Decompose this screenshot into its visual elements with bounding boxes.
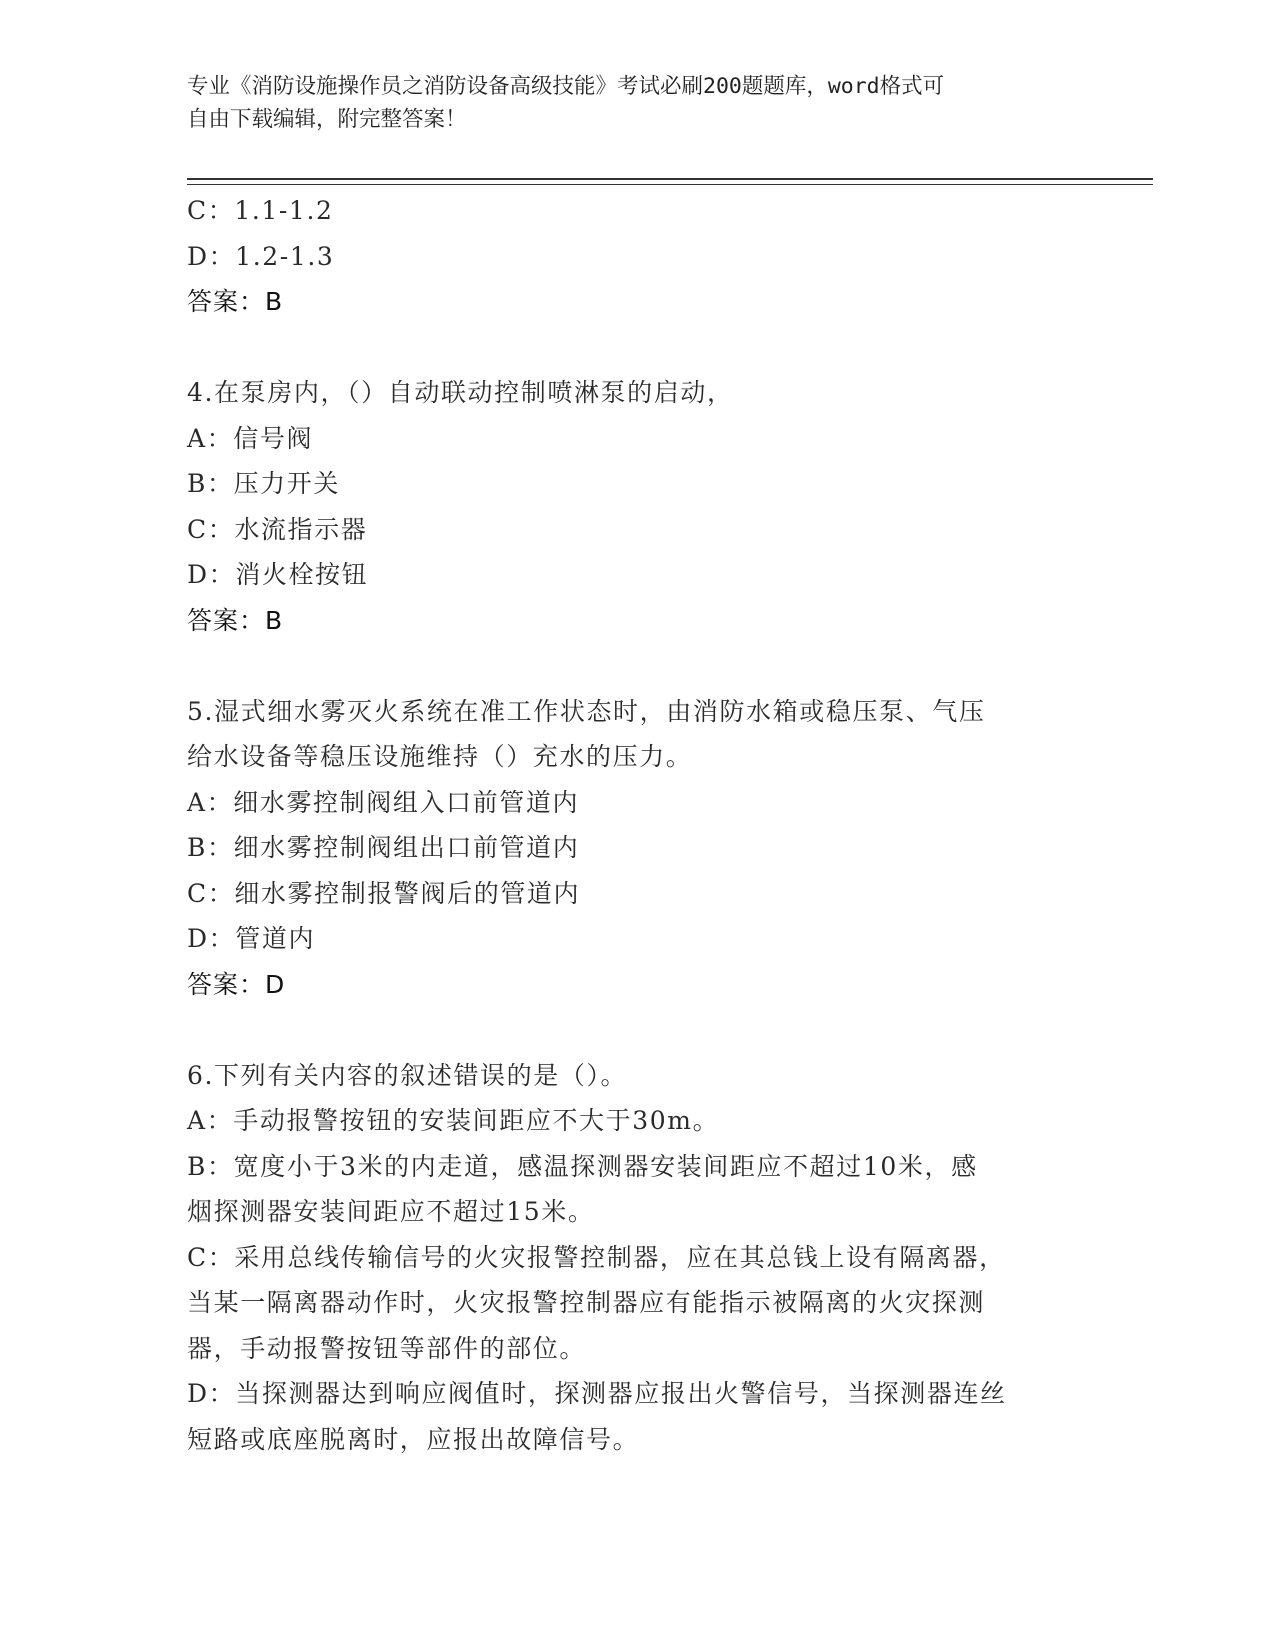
document-header: [187, 70, 1067, 136]
spacer: [187, 325, 1087, 371]
answer-label: 答案：D: [187, 969, 286, 999]
question-stem: 6.下列有关内容的叙述错误的是（）。: [187, 1060, 628, 1090]
option-d: D：管道内: [187, 924, 316, 953]
question-stem: 4.在泵房内，（）自动联动控制喷淋泵的启动，: [187, 378, 734, 407]
option-d-continued: 短路或底座脱离时，应报出故障信号。: [187, 1424, 640, 1454]
option-c-continued: 器，手动报警按钮等部件的部位。: [187, 1333, 587, 1363]
option-c: C：采用总线传输信号的火灾报警控制器，应在其总钱上设有隔离器，: [187, 1242, 1006, 1272]
question-stem: 5.湿式细水雾灭火系统在准工作状态时，由消防水箱或稳压泵、气压: [187, 696, 986, 726]
option-b: B：压力开关: [187, 469, 340, 498]
question-stem-continued: 给水设备等稳压设施维持（）充水的压力。: [187, 742, 693, 771]
option-b: B：细水雾控制阀组出口前管道内: [187, 833, 580, 862]
option-d: D：1.2-1.3: [187, 241, 335, 271]
option-d: D：消火栓按钮: [187, 560, 369, 589]
question-3: [187, 188, 1087, 325]
question-list: [187, 188, 1087, 1462]
answer-label: 答案：B: [187, 287, 284, 316]
option-b-continued: 烟探测器安装间距应不超过15米。: [187, 1197, 595, 1226]
spacer: [187, 1007, 1087, 1053]
option-a: A：细水雾控制阀组入口前管道内: [187, 787, 580, 817]
header-line-1: 专业《消防设施操作员之消防设备高级技能》考试必刷200题题库，word格式可: [187, 74, 945, 99]
option-d: D：当探测器达到响应阀值时，探测器应报出火警信号，当探测器连丝: [187, 1379, 1007, 1408]
question-4: [187, 370, 1087, 643]
answer-label: 答案：B: [187, 605, 284, 635]
option-a: A：信号阀: [187, 423, 314, 453]
question-5: [187, 689, 1087, 1008]
option-b: B：宽度小于3米的内走道，感温探测器安装间距应不超过10米，感: [187, 1151, 978, 1181]
option-c: C：细水雾控制报警阀后的管道内: [187, 878, 581, 908]
header-rule-thin: [187, 184, 1153, 185]
option-c: C：1.1-1.2: [187, 196, 334, 225]
spacer: [187, 643, 1087, 689]
option-a: A：手动报警按钮的安装间距应不大于30m。: [187, 1106, 720, 1135]
header-rule-thick: [187, 178, 1153, 180]
question-6: [187, 1053, 1087, 1463]
option-c: C：水流指示器: [187, 514, 368, 544]
header-line-2: 自由下载编辑，附完整答案！: [187, 107, 467, 132]
option-c-continued: 当某一隔离器动作时，火灾报警控制器应有能指示被隔离的火灾探测: [187, 1288, 986, 1317]
